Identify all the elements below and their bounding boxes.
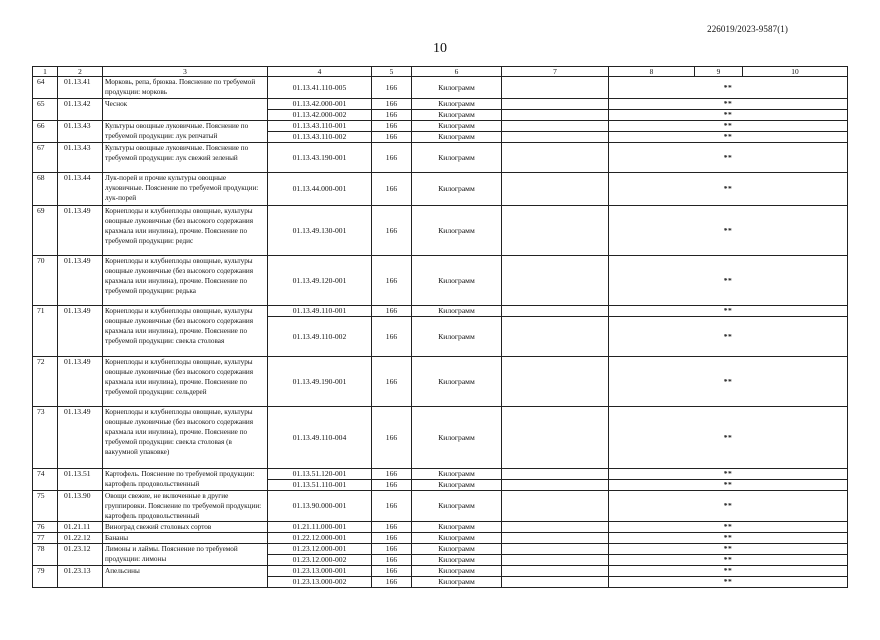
table-row (33, 99, 848, 110)
column-7-cell (502, 77, 609, 99)
quantity-mark-cell: ** (609, 469, 848, 480)
procurement-table (32, 66, 848, 588)
row-number-cell: 66 (33, 121, 58, 143)
product-name-cell: Чеснок (103, 99, 268, 121)
quantity-mark-cell: ** (609, 132, 848, 143)
unit-name-cell: Килограмм (412, 522, 502, 533)
ktru-code-cell: 01.23.13.000-002 (268, 577, 372, 588)
quantity-mark-cell: ** (609, 533, 848, 544)
product-name-cell: Лук-порей и прочие культуры овощные луковичные. Пояснение по требуемой продукции: лук-порей (103, 173, 268, 206)
table-row (33, 566, 848, 577)
column-number-row (33, 67, 848, 77)
unit-code-cell: 166 (372, 173, 412, 206)
row-number-cell: 67 (33, 143, 58, 173)
ktru-code-cell: 01.13.90.000-001 (268, 491, 372, 522)
row-number-cell: 78 (33, 544, 58, 566)
table-row (33, 206, 848, 256)
table-row (33, 256, 848, 306)
table-row (33, 469, 848, 480)
unit-code-cell: 166 (372, 555, 412, 566)
column-7-cell (502, 522, 609, 533)
quantity-mark-cell: ** (609, 491, 848, 522)
unit-code-cell: 166 (372, 522, 412, 533)
product-name-cell: Морковь, репа, брюква. Пояснение по требуемой продукции: морковь (103, 77, 268, 99)
column-7-cell (502, 206, 609, 256)
row-number-cell: 65 (33, 99, 58, 121)
ktru-code-cell: 01.23.13.000-001 (268, 566, 372, 577)
unit-code-cell: 166 (372, 110, 412, 121)
product-name-cell: Культуры овощные луковичные. Пояснение по требуемой продукции: лук репчатый (103, 121, 268, 143)
unit-code-cell: 166 (372, 357, 412, 407)
quantity-mark-cell: ** (609, 480, 848, 491)
quantity-mark-cell: ** (609, 121, 848, 132)
ktru-code-cell: 01.13.49.120-001 (268, 256, 372, 306)
column-number-header: 9 (695, 67, 743, 77)
quantity-mark-cell: ** (609, 407, 848, 469)
okpd-code-cell: 01.13.44 (58, 173, 103, 206)
product-name-cell: Корнеплоды и клубнеплоды овощные, культуры овощные луковичные (без высокого содержания крахмала или инулина), прочие. Пояснение по требуемой продукции: сельдерей (103, 357, 268, 407)
ktru-code-cell: 01.22.12.000-001 (268, 533, 372, 544)
ktru-code-cell: 01.13.49.110-004 (268, 407, 372, 469)
unit-code-cell: 166 (372, 577, 412, 588)
okpd-code-cell: 01.13.42 (58, 99, 103, 121)
quantity-mark-cell: ** (609, 317, 848, 357)
okpd-code-cell: 01.13.43 (58, 143, 103, 173)
unit-code-cell: 166 (372, 407, 412, 469)
table-row (33, 143, 848, 173)
document-number: 226019/2023-9587(1) (707, 24, 788, 34)
row-number-cell: 71 (33, 306, 58, 357)
column-7-cell (502, 110, 609, 121)
ktru-code-cell: 01.13.49.110-002 (268, 317, 372, 357)
unit-code-cell: 166 (372, 544, 412, 555)
column-7-cell (502, 357, 609, 407)
table-body (33, 77, 848, 588)
okpd-code-cell: 01.13.49 (58, 306, 103, 357)
unit-code-cell: 166 (372, 121, 412, 132)
okpd-code-cell: 01.22.12 (58, 533, 103, 544)
row-number-cell: 76 (33, 522, 58, 533)
column-number-header: 2 (58, 67, 103, 77)
unit-name-cell: Килограмм (412, 121, 502, 132)
okpd-code-cell: 01.23.13 (58, 566, 103, 588)
column-7-cell (502, 480, 609, 491)
unit-name-cell: Килограмм (412, 407, 502, 469)
quantity-mark-cell: ** (609, 99, 848, 110)
column-number-header: 6 (412, 67, 502, 77)
column-number-header: 7 (502, 67, 609, 77)
quantity-mark-cell: ** (609, 143, 848, 173)
column-7-cell (502, 577, 609, 588)
unit-name-cell: Килограмм (412, 491, 502, 522)
unit-code-cell: 166 (372, 256, 412, 306)
unit-name-cell: Килограмм (412, 77, 502, 99)
okpd-code-cell: 01.13.49 (58, 206, 103, 256)
okpd-code-cell: 01.13.51 (58, 469, 103, 491)
row-number-cell: 69 (33, 206, 58, 256)
column-7-cell (502, 407, 609, 469)
unit-code-cell: 166 (372, 206, 412, 256)
unit-name-cell: Килограмм (412, 173, 502, 206)
column-7-cell (502, 306, 609, 317)
okpd-code-cell: 01.13.90 (58, 491, 103, 522)
ktru-code-cell: 01.13.51.110-001 (268, 480, 372, 491)
quantity-mark-cell: ** (609, 555, 848, 566)
ktru-code-cell: 01.13.43.190-001 (268, 143, 372, 173)
ktru-code-cell: 01.13.49.190-001 (268, 357, 372, 407)
table-row (33, 121, 848, 132)
row-number-cell: 79 (33, 566, 58, 588)
ktru-code-cell: 01.13.43.110-001 (268, 121, 372, 132)
ktru-code-cell: 01.13.44.000-001 (268, 173, 372, 206)
column-7-cell (502, 173, 609, 206)
okpd-code-cell: 01.13.43 (58, 121, 103, 143)
column-7-cell (502, 544, 609, 555)
unit-name-cell: Килограмм (412, 317, 502, 357)
unit-code-cell: 166 (372, 533, 412, 544)
quantity-mark-cell: ** (609, 566, 848, 577)
table-row (33, 173, 848, 206)
unit-name-cell: Килограмм (412, 132, 502, 143)
quantity-mark-cell: ** (609, 522, 848, 533)
column-7-cell (502, 121, 609, 132)
unit-name-cell: Килограмм (412, 533, 502, 544)
table-row (33, 533, 848, 544)
column-7-cell (502, 469, 609, 480)
unit-code-cell: 166 (372, 469, 412, 480)
row-number-cell: 74 (33, 469, 58, 491)
okpd-code-cell: 01.23.12 (58, 544, 103, 566)
ktru-code-cell: 01.13.42.000-002 (268, 110, 372, 121)
product-name-cell: Овощи свежие, не включенные в другие группировки. Пояснение по требуемой продукции: картофель продовольственный (103, 491, 268, 522)
ktru-code-cell: 01.13.49.110-001 (268, 306, 372, 317)
unit-code-cell: 166 (372, 99, 412, 110)
product-name-cell: Картофель. Пояснение по требуемой продукции: картофель продовольственный (103, 469, 268, 491)
product-name-cell: Корнеплоды и клубнеплоды овощные, культуры овощные луковичные (без высокого содержания крахмала или инулина), прочие. Пояснение по требуемой продукции: свекла столовая (в вакуумной упаковке) (103, 407, 268, 469)
column-7-cell (502, 317, 609, 357)
column-number-header: 10 (743, 67, 848, 77)
unit-code-cell: 166 (372, 143, 412, 173)
unit-name-cell: Килограмм (412, 99, 502, 110)
product-name-cell: Корнеплоды и клубнеплоды овощные, культуры овощные луковичные (без высокого содержания крахмала или инулина), прочие. Пояснение по требуемой продукции: свекла столовая (103, 306, 268, 357)
unit-name-cell: Килограмм (412, 143, 502, 173)
quantity-mark-cell: ** (609, 306, 848, 317)
quantity-mark-cell: ** (609, 544, 848, 555)
product-name-cell: Корнеплоды и клубнеплоды овощные, культуры овощные луковичные (без высокого содержания крахмала или инулина), прочие. Пояснение по требуемой продукции: редька (103, 256, 268, 306)
column-7-cell (502, 533, 609, 544)
ktru-code-cell: 01.21.11.000-001 (268, 522, 372, 533)
column-7-cell (502, 566, 609, 577)
ktru-code-cell: 01.13.41.110-005 (268, 77, 372, 99)
unit-name-cell: Килограмм (412, 566, 502, 577)
row-number-cell: 64 (33, 77, 58, 99)
column-7-cell (502, 555, 609, 566)
product-name-cell: Виноград свежий столовых сортов (103, 522, 268, 533)
column-7-cell (502, 143, 609, 173)
okpd-code-cell: 01.13.49 (58, 407, 103, 469)
unit-name-cell: Килограмм (412, 480, 502, 491)
table-row (33, 407, 848, 469)
ktru-code-cell: 01.13.43.110-002 (268, 132, 372, 143)
table-row (33, 77, 848, 99)
unit-name-cell: Килограмм (412, 555, 502, 566)
quantity-mark-cell: ** (609, 357, 848, 407)
unit-code-cell: 166 (372, 306, 412, 317)
table-row (33, 306, 848, 317)
column-number-header: 1 (33, 67, 58, 77)
page-number: 10 (433, 41, 447, 56)
column-7-cell (502, 132, 609, 143)
quantity-mark-cell: ** (609, 206, 848, 256)
product-name-cell: Лимоны и лаймы. Пояснение по требуемой продукции: лимоны (103, 544, 268, 566)
unit-name-cell: Килограмм (412, 357, 502, 407)
unit-code-cell: 166 (372, 77, 412, 99)
ktru-code-cell: 01.13.42.000-001 (268, 99, 372, 110)
unit-name-cell: Килограмм (412, 256, 502, 306)
quantity-mark-cell: ** (609, 577, 848, 588)
product-name-cell: Корнеплоды и клубнеплоды овощные, культуры овощные луковичные (без высокого содержания крахмала или инулина), прочие. Пояснение по требуемой продукции: редис (103, 206, 268, 256)
unit-name-cell: Килограмм (412, 306, 502, 317)
row-number-cell: 75 (33, 491, 58, 522)
okpd-code-cell: 01.21.11 (58, 522, 103, 533)
column-7-cell (502, 99, 609, 110)
unit-code-cell: 166 (372, 491, 412, 522)
product-name-cell: Апельсины (103, 566, 268, 588)
column-7-cell (502, 256, 609, 306)
column-number-header: 4 (268, 67, 372, 77)
table-row (33, 357, 848, 407)
unit-code-cell: 166 (372, 566, 412, 577)
row-number-cell: 70 (33, 256, 58, 306)
unit-code-cell: 166 (372, 480, 412, 491)
row-number-cell: 77 (33, 533, 58, 544)
row-number-cell: 68 (33, 173, 58, 206)
unit-name-cell: Килограмм (412, 577, 502, 588)
unit-code-cell: 166 (372, 132, 412, 143)
unit-name-cell: Килограмм (412, 206, 502, 256)
column-number-header: 3 (103, 67, 268, 77)
unit-name-cell: Килограмм (412, 544, 502, 555)
okpd-code-cell: 01.13.49 (58, 357, 103, 407)
quantity-mark-cell: ** (609, 77, 848, 99)
table-row (33, 491, 848, 522)
unit-name-cell: Килограмм (412, 110, 502, 121)
row-number-cell: 72 (33, 357, 58, 407)
quantity-mark-cell: ** (609, 173, 848, 206)
okpd-code-cell: 01.13.49 (58, 256, 103, 306)
quantity-mark-cell: ** (609, 110, 848, 121)
ktru-code-cell: 01.13.49.130-001 (268, 206, 372, 256)
product-name-cell: Бананы (103, 533, 268, 544)
ktru-code-cell: 01.13.51.120-001 (268, 469, 372, 480)
row-number-cell: 73 (33, 407, 58, 469)
column-number-header: 8 (609, 67, 695, 77)
table-row (33, 522, 848, 533)
column-number-header: 5 (372, 67, 412, 77)
product-name-cell: Культуры овощные луковичные. Пояснение по требуемой продукции: лук свежий зеленый (103, 143, 268, 173)
unit-code-cell: 166 (372, 317, 412, 357)
okpd-code-cell: 01.13.41 (58, 77, 103, 99)
quantity-mark-cell: ** (609, 256, 848, 306)
ktru-code-cell: 01.23.12.000-002 (268, 555, 372, 566)
column-7-cell (502, 491, 609, 522)
unit-name-cell: Килограмм (412, 469, 502, 480)
table-row (33, 544, 848, 555)
ktru-code-cell: 01.23.12.000-001 (268, 544, 372, 555)
